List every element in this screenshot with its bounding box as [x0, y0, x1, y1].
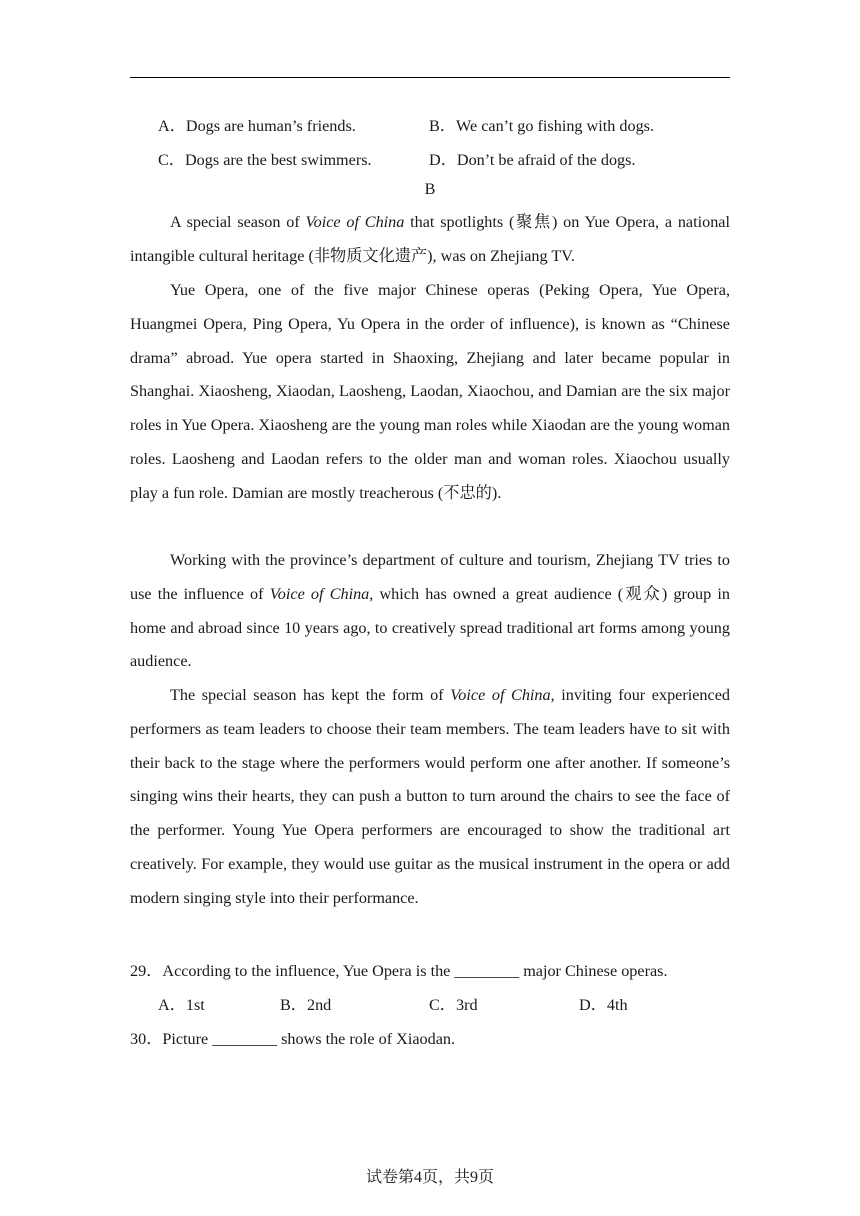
paragraph-3: [130, 544, 730, 679]
paragraph-3-text-b: , which has owned a great audience (观众) group in home and abroad since 10 years ago, to creatively spread traditional art forms among young audience.: [130, 584, 730, 671]
show-title: Voice of China: [305, 213, 405, 231]
question-29-stem: 29．According to the influence, Yue Opera is the ________ major Chinese operas.: [130, 962, 668, 980]
show-title: Voice of China: [450, 686, 551, 704]
page-footer: 试卷第4页，共9页: [365, 1169, 494, 1186]
paragraph-3-text-a: Working with the province’s department of culture and tourism, Zhejiang TV tries to use the influence of: [130, 551, 730, 603]
option-a[interactable]: A．Dogs are human’s friends.: [158, 117, 356, 135]
show-title: Voice of China: [269, 584, 370, 603]
q29-option-b[interactable]: B．2nd: [280, 996, 332, 1014]
section-label: B: [424, 180, 436, 198]
paragraph-4-text-a: The special season has kept the form of: [170, 686, 451, 704]
paragraph-1-text-a: A special season of: [170, 213, 306, 231]
paragraph-4: [130, 679, 730, 916]
q29-option-a[interactable]: A．1st: [158, 996, 205, 1014]
paragraph-1: [130, 206, 730, 274]
header-rule: [130, 77, 730, 78]
option-b[interactable]: B．We can’t go fishing with dogs.: [429, 117, 655, 135]
q29-option-d[interactable]: D．4th: [579, 996, 628, 1014]
paragraph-2: Yue Opera, one of the five major Chinese operas (Peking Opera, Yue Opera, Huangmei Opera, Ping Opera, Yu Opera in the order of influence), is known as “Chinese drama” abroad. Yue opera started in Shaoxing, Zhejiang and later became popular in Shanghai. Xiaosheng, Xiaodan, Laosheng, Laodan, Xiaochou, and Damian are the six major roles in Yue Opera. Xiaosheng are the young man roles while Xiaodan are the young woman roles. Laosheng and Laodan refers to the older man and woman roles. Xiaochou usually play a fun role. Damian are mostly treacherous (不忠的).: [130, 281, 730, 502]
paragraph-1-text-b: that spotlights (聚焦) on Yue Opera, a national intangible cultural heritage (非物质文化遗产), was on Zhejiang TV.: [130, 213, 730, 265]
q29-option-c[interactable]: C．3rd: [429, 996, 478, 1014]
paragraph-4-text-b: , inviting four experienced performers as team leaders to choose their team members. The team leaders have to sit with their back to the stage where the performers would perform one after another. If someone’s singing wins their hearts, they can push a button to turn around the chairs to see the face of the performer. Young Yue Opera performers are encouraged to show the traditional art creatively. For example, they would use guitar as the musical instrument in the opera or add modern singing style into their performance.: [130, 686, 730, 907]
question-30-stem: 30．Picture ________ shows the role of Xiaodan.: [130, 1030, 456, 1048]
option-d[interactable]: D．Don’t be afraid of the dogs.: [429, 151, 636, 169]
option-c[interactable]: C．Dogs are the best swimmers.: [158, 151, 372, 169]
